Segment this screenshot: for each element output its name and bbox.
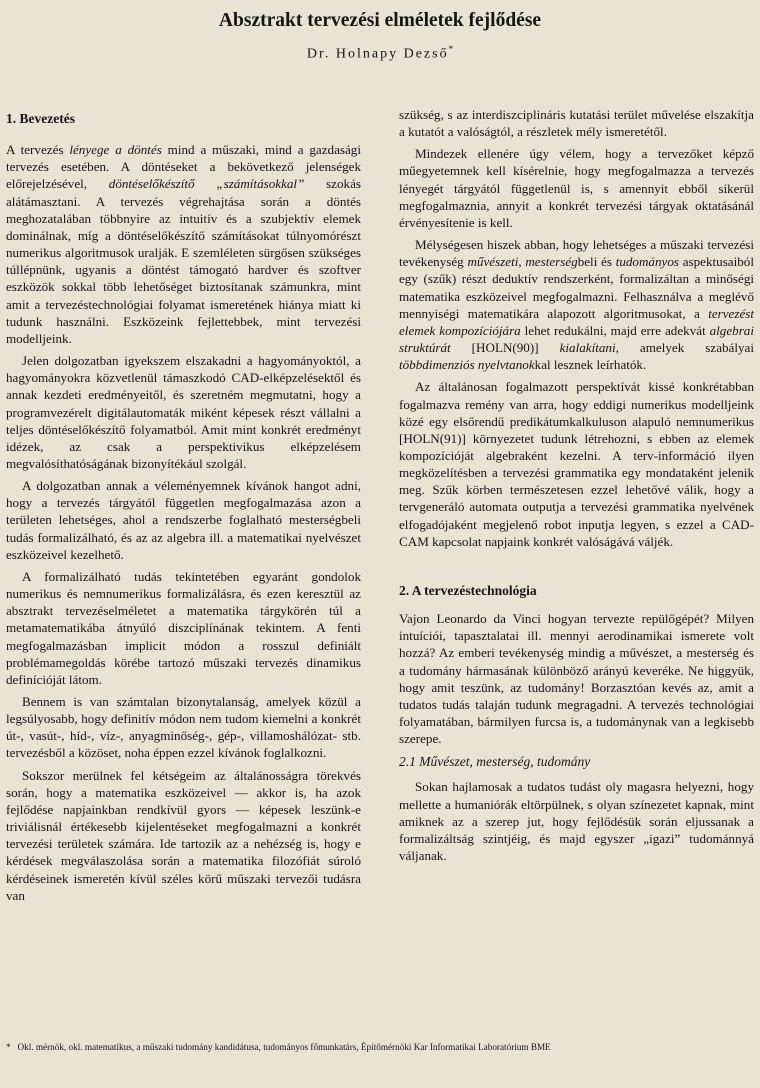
paragraph: szükség, s az interdiszciplináris kutatási terület művelése elszakítja a kutatót a valóságtól, a részletek mély ismeretétől. [399, 107, 754, 140]
text-run: kal lesznek leírhatók. [534, 357, 647, 373]
footnote [6, 1041, 754, 1053]
author-footnote-mark: * [448, 44, 454, 54]
paragraph: A dolgozatban annak a véleményemnek kívánok hangot adni, hogy a tervezés tárgyától független megfogalmazása azon a területen lehetséges, ahol a rendszerbe foglalható mesterségbeli tudás formalizálható, és az az algebra ill. a matematikai nyelvészet eszközeivel kezelhető. [6, 478, 361, 562]
text-run: beli és [577, 254, 616, 270]
author-name: Dr. Holnapy Dezső [306, 46, 449, 62]
text-run: , amelyek szabályai [615, 340, 755, 356]
left-column [6, 110, 361, 909]
paragraph: Jelen dolgozatban igyekszem elszakadni a hagyományoktól, a hagyományokra közvetlenül támaszkodó CAD-elképzelésektől és annak kezdeti eredményeitől, és szeretném megmutatni, hogy a programvezérelt digitálautomaták miként képesek részt vállalni a teljes döntéselőkészítő folyamatból. Amit mint konkrét eredményt idézek, az csak a perspektivikus elképzelésem megvalósíthatóságának bizonyítékául szolgál. [6, 353, 361, 471]
citation: [HOLN(90)] [450, 340, 560, 356]
text-run: A tervezés [6, 142, 70, 158]
text-run: aspektusaiból egy (szűk) részt deduktív rendszerként, formalizáltan a minőségi matematika eszközeivel megfogalmazni. Felhasználva a meglévő mennyiségi matematikára alapozott algoritmusokat, a [399, 254, 754, 321]
subsection-heading: 2.1 Művészet, mesterség, tudomány [399, 754, 591, 770]
page-title: Absztrakt tervezési elméletek fejlődése [218, 10, 542, 31]
paragraph: Bennem is van számtalan bizonytalanság, amelyek közül a legsúlyosabb, hogy definitív módon nem tudom kiemelni a konkrét út-, vasút-, híd-, víz-, anyagminőség-, gép-, villamoshálózat- stb. tervezésből a közöset, noha éppen ezzel kívánok foglalkozni. [6, 694, 361, 761]
paragraph [399, 236, 754, 373]
emphasis: tudományos [615, 254, 679, 270]
author-line [0, 44, 760, 63]
text-run: szokás alátámasztani. A tervezés végrehajtása során a döntés meghozatalában többnyire az intuitív és a szubjektív elemek dominálnak, míg a döntéselőkészítő számításokat túlnyomórészt numerikus algoritmusok uralják. E szemléleten sürgősen szükséges túllépnünk, ugyanis a döntést támogató hardver és szoftver eszközök sokkal több lehetőséget biztosítanak számunkra, mint amit a tervezéstechnológiai folyamat ismeretének hiánya miatt ki tudunk használni. Eszközeink fejlettebbek, mint tervezési modelljeink. [6, 176, 361, 346]
footnote-mark: * [6, 1042, 11, 1052]
emphasis: többdimenziós nyelvtanok [399, 357, 535, 373]
paragraph: Mindezek ellenére úgy vélem, hogy a tervezőket képző műegyetemnek kell kísérelnie, hogy megfogalmazza a tervezés lényegét tárgyától függetlenül is, s amennyit ebből sikerül megfogalmaznia, annyit a konkrét tervezési tárgyak oktatásánál érvényesítenie is kell. [399, 146, 754, 230]
paragraph: Sokan hajlamosak a tudatos tudást oly magasra helyezni, hogy mellette a humaniórák eltörpülnek, s olyan színezetet kapnak, mint amiknek az a szerep jut, hogy fejlődésük során eljussanak a formalizáltság szintjéig, és majd egyszer „igazi” tudománnyá váljanak. [399, 779, 754, 864]
text-run: Mélységesen hiszek abban, hogy lehetséges a műszaki tervezési tevékenység [399, 237, 754, 270]
section-heading-design-technology: 2. A tervezéstechnológia [399, 582, 537, 598]
paragraph: Sokszor merülnek fel kétségeim az általánosságra törekvés során, hogy a matematika eszközeivel — akkor is, ha azok fejlődése napjainkban rendkívül gyors — képesek leszünk-e triviálisnál értékesebb kijelentéseket megfogalmazni a konkrét tervezési területek számára. Ide tartozik az a nehézség is, hogy e kérdések megválaszolása során a matematika filozófiát súroló kérdéseinek ismeretén kívül széles körű műszaki tervezői tudásra van [6, 767, 361, 903]
text-run: lehet redukálni, majd erre adekvát [520, 322, 710, 338]
emphasis: kialakítani [559, 340, 616, 356]
paragraph: A formalizálható tudás tekintetében egyaránt gondolok numerikus és nemnumerikus formalizálásra, és ezen keresztül az absztrakt tervezéselméletet a matematika tárgykörén túl a metamatematikába átnyúló diszciplínának tekintem. A fenti megfogalmazásban implicit módon a rosszul definiált problémamegoldás körébe tartozó műszaki tervezés dinamikus definícióját látom. [6, 568, 361, 687]
footnote-text: Okl. mérnök, okl. matematikus, a műszaki tudomány kandidátusa, tudományos főmunkatárs, Építőmérnöki Kar Informatikai Laboratórium BME [17, 1042, 551, 1052]
right-column [399, 106, 754, 869]
emphasis: lényege a döntés [69, 142, 162, 158]
paragraph: Az általánosan fogalmazott perspektívát kissé konkrétabban fogalmazva remény van arra, hogy eddigi numerikus modelljeink közé egy elsőrendű predikátumkalkuluson alapuló nemnumerikus [HOLN(91)] környezetet tudunk létrehozni, s ebben az elemek kompozícióját algebraként kezelni. A terv-információ ilyen megközelítésben a tervezési grammatika egy mondataként jelenik meg. Szűk körben természetesen ezzel lehetővé válik, hogy a tervgeneráló automata outputja a tervezési grammatika nyelvének elfogadójaként megjelenő robot inputja legyen, s ezzel a CAD-CAM kapcsolat napjaink konkrét valóságává váljék. [399, 379, 754, 549]
emphasis: algebrai struktúrát [399, 322, 754, 356]
paragraph: Vajon Leonardo da Vinci hogyan tervezte repülőgépét? Milyen intuíciói, tapasztalatai ill. mennyi aerodinamikai ismerete volt hozzá? Az emberi tevékenység mindig a művészet, a mesterség és a tudomány hármasának különböző arányú keveréke. Ne higgyük, hogy amit teszünk, az tudomány! Borzasztóan kevés az, amit a tudatos tudás talaján tudunk megragadni. A tervezés technológiai folyamatában, bármilyen furcsa is, a tudománynak van a legkisebb szerepe. [399, 611, 754, 747]
paragraph [6, 141, 361, 347]
emphasis: művészeti, mesterség [467, 254, 578, 270]
text-run: mind a műszaki, mind a gazdasági tervezés esetében. A döntéseket a bekövetkező jelenségek előrejelzésével, [6, 142, 361, 192]
section-heading-introduction: 1. Bevezetés [6, 111, 75, 126]
emphasis: döntéselőkészítő „számításokkal” [108, 176, 305, 192]
emphasis: tervezést elemek kompozíciójára [399, 305, 754, 338]
